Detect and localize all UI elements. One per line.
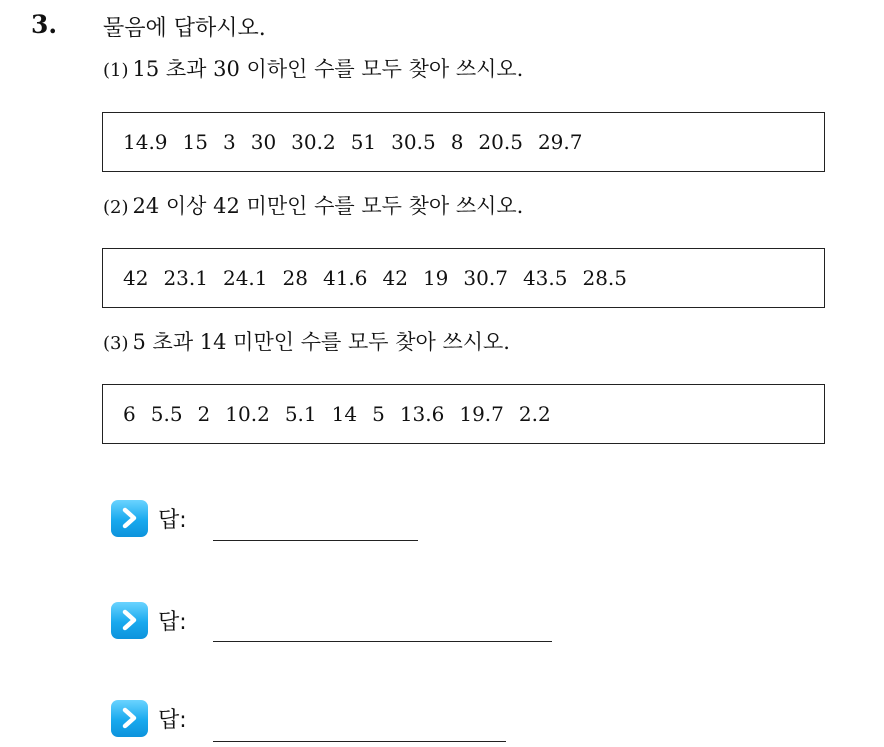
number-item: 42 — [382, 266, 408, 290]
number-item: 30.2 — [291, 130, 336, 154]
answer-label: 답: — [158, 609, 187, 635]
number-item: 30 — [250, 130, 277, 154]
answer-label: 답: — [158, 507, 187, 533]
answer-row-3 — [111, 698, 187, 738]
number-item: 51 — [350, 130, 377, 154]
part-1-marker: (1) — [103, 60, 129, 81]
number-item: 28.5 — [582, 266, 627, 290]
answer-line-3[interactable] — [213, 741, 506, 742]
answer-row-2 — [111, 600, 187, 640]
number-item: 14 — [331, 402, 358, 426]
chevron-right-icon — [111, 500, 148, 537]
number-item: 19 — [422, 266, 449, 290]
number-item: 8 — [450, 130, 464, 154]
part-1-number-box — [102, 112, 825, 172]
answer-line-1[interactable] — [213, 540, 418, 541]
chevron-right-icon — [111, 700, 148, 737]
number-item: 43.5 — [522, 266, 568, 290]
number-item: 5.5 — [150, 402, 183, 426]
part-2-prompt — [103, 190, 523, 220]
answer-label: 답: — [158, 707, 187, 733]
number-item: 19.7 — [459, 402, 504, 426]
number-item: 28 — [282, 266, 308, 290]
number-item: 14.9 — [123, 130, 168, 154]
number-item: 10.2 — [225, 402, 270, 426]
chevron-right-icon — [111, 602, 148, 639]
number-item: 30.7 — [463, 266, 508, 290]
number-item: 29.7 — [537, 130, 583, 154]
number-item: 20.5 — [478, 130, 523, 154]
number-item: 41.6 — [322, 266, 368, 290]
number-item: 2 — [197, 402, 211, 426]
part-3-text: 5 초과 14 미만인 수를 모두 찾아 쓰시오. — [132, 330, 510, 354]
part-2-text: 24 이상 42 미만인 수를 모두 찾아 쓰시오. — [132, 194, 524, 218]
part-2-number-box — [102, 248, 825, 308]
part-3-number-box — [102, 384, 825, 444]
number-item: 42 — [123, 266, 149, 290]
number-item: 15 — [182, 130, 208, 154]
number-item: 5 — [372, 402, 385, 426]
part-3-prompt — [103, 326, 510, 356]
part-2-marker: (2) — [103, 197, 129, 218]
part-1-text: 15 초과 30 이하인 수를 모두 찾아 쓰시오. — [132, 57, 524, 81]
number-item: 3 — [222, 130, 236, 154]
number-item: 2.2 — [518, 402, 551, 426]
part-3-marker: (3) — [103, 333, 129, 354]
number-item: 24.1 — [222, 266, 268, 290]
answer-line-2[interactable] — [213, 641, 552, 642]
question-number: 3. — [31, 10, 58, 39]
answer-row-1 — [111, 498, 187, 538]
number-item: 30.5 — [391, 130, 436, 154]
part-1-prompt — [103, 53, 523, 83]
number-item: 23.1 — [163, 266, 208, 290]
question-title: 물음에 답하시오. — [103, 16, 266, 41]
number-item: 13.6 — [399, 402, 445, 426]
number-item: 5.1 — [284, 402, 317, 426]
number-item: 6 — [123, 402, 136, 426]
